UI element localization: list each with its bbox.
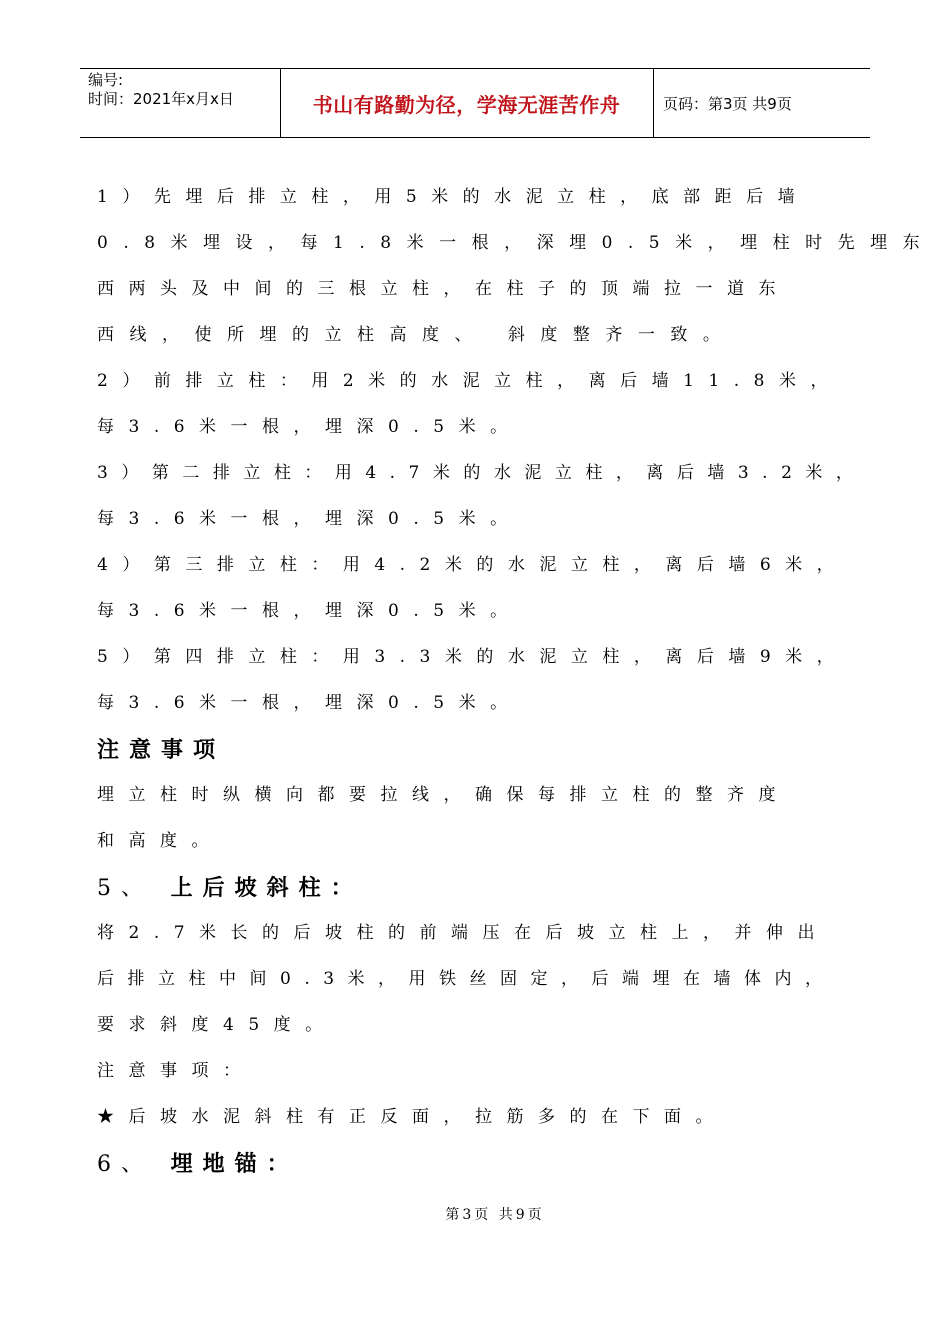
header-motto: 书山有路勤为径，学海无涯苦作舟 (312, 93, 621, 117)
body-line: 5）第四排立柱：用3.3米的水泥立柱，离后墙9米， (97, 647, 849, 667)
section-5-number: 5、 (97, 876, 153, 901)
section-5-line: 要求斜度45度。 (97, 1015, 337, 1035)
section-6-heading (97, 1148, 867, 1194)
page-footer: 第3页 共9页 (445, 1207, 545, 1223)
section-6-number: 6、 (97, 1152, 153, 1177)
body-line: 西两头及中间的三根立柱，在柱子的顶端拉一道东 (97, 279, 790, 299)
document-body (97, 182, 936, 1194)
body-line: 每3.6米一根，埋深0.5米。 (97, 693, 522, 713)
section-5-line: 后排立柱中间0.3米，用铁丝固定，后端埋在墙体内， (97, 969, 836, 989)
body-line: 1）先埋后排立柱，用5米的水泥立柱，底部距后墙 (97, 187, 810, 207)
section-6-title: 埋地锚： (170, 1152, 299, 1177)
section-5-title: 上后坡斜柱： (170, 876, 363, 901)
section-5-star-note: ★后坡水泥斜柱有正反面，拉筋多的在下面。 (97, 1107, 727, 1127)
body-line: 4）第三排立柱：用4.2米的水泥立柱，离后墙6米， (97, 555, 849, 575)
notes-line: 和高度。 (97, 831, 223, 851)
body-line: 每3.6米一根，埋深0.5米。 (97, 601, 522, 621)
header-meta (88, 71, 278, 109)
page-header (80, 68, 870, 138)
header-divider (653, 69, 654, 137)
body-line: 0.8米埋设，每1.8米一根，深埋0.5米，埋柱时先埋东 (97, 233, 936, 253)
number-label: 编号: (88, 71, 124, 89)
section-5-notes-label: 注意事项： (97, 1061, 255, 1081)
body-line: 3）第二排立柱：用4.7米的水泥立柱，离后墙3.2米， (97, 463, 867, 483)
section-5-heading (97, 872, 867, 918)
section-5-line: 将2.7米长的后坡柱的前端压在后坡立柱上，并伸出 (97, 923, 830, 943)
body-line: 每3.6米一根，埋深0.5米。 (97, 417, 522, 437)
notes-line: 埋立柱时纵横向都要拉线，确保每排立柱的整齐度 (97, 785, 790, 805)
body-line: 2）前排立柱：用2米的水泥立柱，离后墙11.8米， (97, 371, 842, 391)
body-line: 每3.6米一根，埋深0.5米。 (97, 509, 522, 529)
header-page-info: 页码：第3页 共9页 (663, 95, 792, 113)
body-line: 西线，使所埋的立柱高度、 斜度整齐一致。 (97, 325, 736, 345)
notes-heading: 注意事项 (97, 738, 226, 763)
time-label: 时间：2021年x月x日 (88, 90, 234, 108)
